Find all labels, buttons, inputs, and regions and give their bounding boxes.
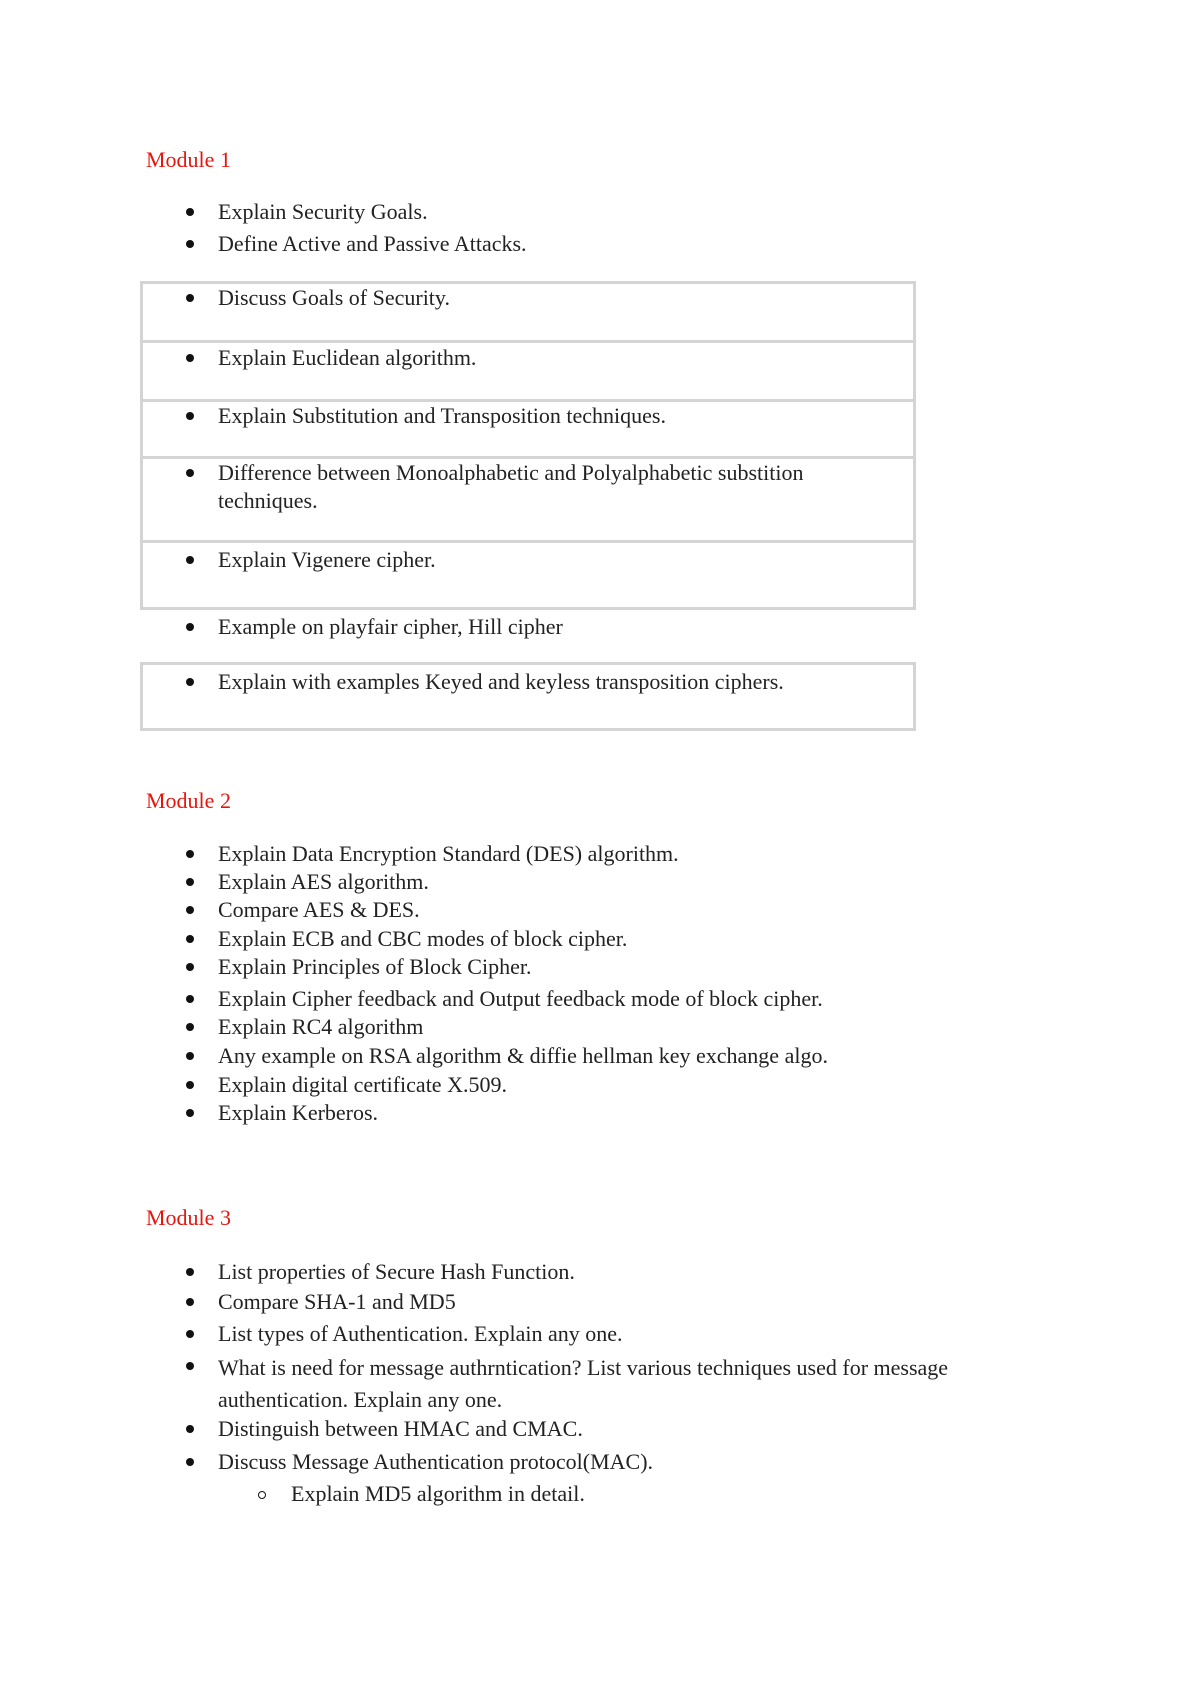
list-item: Explain Kerberos. xyxy=(218,1100,379,1125)
bullet-icon xyxy=(186,1081,194,1089)
bullet-icon xyxy=(186,906,194,914)
module-3-heading: Module 3 xyxy=(146,1205,231,1230)
list-item: What is need for message authrntication? List various techniques used for message authentication. Explain any one. xyxy=(218,1355,949,1412)
bullet-icon xyxy=(186,850,194,858)
table-divider xyxy=(140,728,916,731)
list-item: Explain Data Encryption Standard (DES) algorithm. xyxy=(218,841,679,866)
bullet-icon xyxy=(186,1268,194,1276)
table-row: Explain with examples Keyed and keyless transposition ciphers. xyxy=(218,669,784,694)
list-item: Explain RC4 algorithm xyxy=(218,1014,424,1039)
bullet-icon xyxy=(186,1458,194,1466)
bullet-icon xyxy=(186,208,194,216)
bullet-icon xyxy=(186,1330,194,1338)
bullet-icon xyxy=(186,1023,194,1031)
list-item: Explain ECB and CBC modes of block cipher. xyxy=(218,926,628,951)
list-item: Explain Cipher feedback and Output feedback mode of block cipher. xyxy=(218,986,823,1011)
bullet-icon xyxy=(186,1298,194,1306)
bullet-icon xyxy=(186,1052,194,1060)
list-item: Define Active and Passive Attacks. xyxy=(218,231,527,256)
table-row: Explain Euclidean algorithm. xyxy=(218,345,477,370)
bullet-icon xyxy=(186,935,194,943)
table-divider xyxy=(140,662,916,665)
list-item: Distinguish between HMAC and CMAC. xyxy=(218,1416,583,1441)
list-item: Explain AES algorithm. xyxy=(218,869,429,894)
bullet-icon xyxy=(186,1362,194,1370)
bullet-icon xyxy=(186,1425,194,1433)
list-item: List types of Authentication. Explain any one. xyxy=(218,1321,623,1346)
list-item: Compare SHA-1 and MD5 xyxy=(218,1289,456,1314)
list-item: List properties of Secure Hash Function. xyxy=(218,1259,575,1284)
bullet-icon xyxy=(186,995,194,1003)
table-row: Explain Vigenere cipher. xyxy=(218,547,436,572)
table-divider xyxy=(140,540,916,543)
list-item: Example on playfair cipher, Hill cipher xyxy=(218,614,563,639)
module-2-heading: Module 2 xyxy=(146,788,231,813)
bullet-icon xyxy=(186,556,194,564)
table-row: Explain Substitution and Transposition techniques. xyxy=(218,403,666,428)
module-1-heading: Module 1 xyxy=(146,147,231,172)
list-item: Explain Principles of Block Cipher. xyxy=(218,954,532,979)
list-item: Explain Security Goals. xyxy=(218,199,428,224)
bullet-icon xyxy=(186,678,194,686)
hollow-bullet-icon xyxy=(258,1491,266,1499)
list-item: Explain digital certificate X.509. xyxy=(218,1072,507,1097)
table-row: Difference between Monoalphabetic and Polyalphabetic substition techniques. xyxy=(218,460,804,513)
list-item: Discuss Message Authentication protocol(MAC). xyxy=(218,1449,654,1474)
bullet-icon xyxy=(186,878,194,886)
bullet-icon xyxy=(186,623,194,631)
table-row: Discuss Goals of Security. xyxy=(218,285,450,310)
sub-list-item: Explain MD5 algorithm in detail. xyxy=(291,1481,585,1506)
bullet-icon xyxy=(186,469,194,477)
bullet-icon xyxy=(186,1109,194,1117)
table-divider xyxy=(140,340,916,343)
bullet-icon xyxy=(186,294,194,302)
list-item: Any example on RSA algorithm & diffie hellman key exchange algo. xyxy=(218,1043,828,1068)
bullet-icon xyxy=(186,412,194,420)
list-item: Compare AES & DES. xyxy=(218,897,420,922)
bullet-icon xyxy=(186,963,194,971)
bullet-icon xyxy=(186,240,194,248)
table-divider xyxy=(140,607,916,610)
bullet-icon xyxy=(186,354,194,362)
